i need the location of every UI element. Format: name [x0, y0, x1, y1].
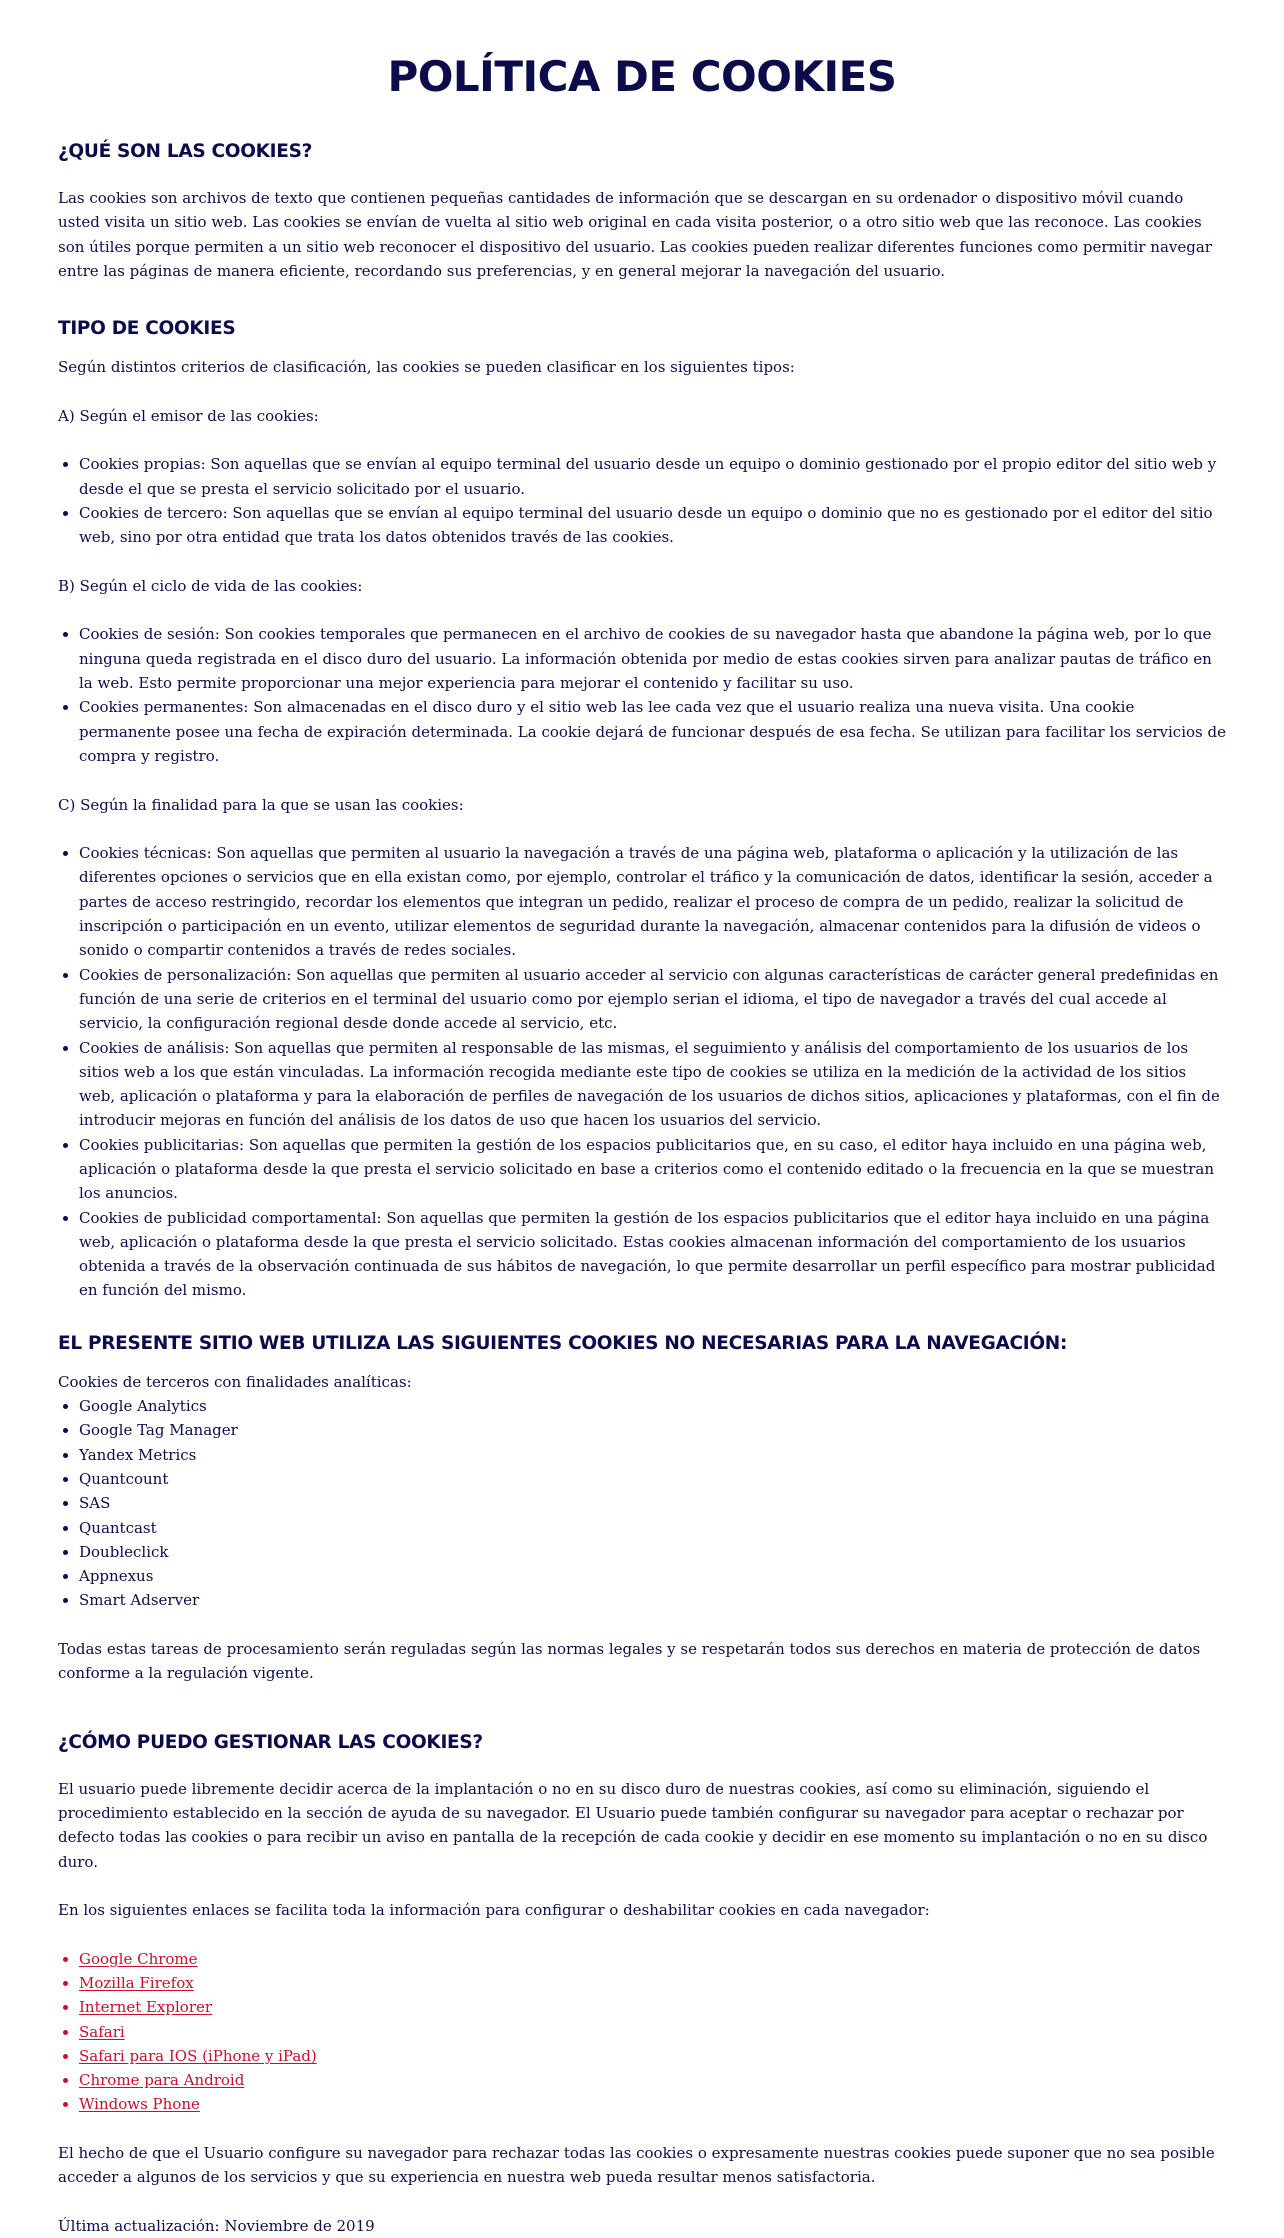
paragraph: Todas estas tareas de procesamiento serán reguladas según las normas legales y se respetarán todos sus derechos en materia de protección de datos conforme a la regulación vigente.	[58, 1640, 1201, 1683]
list-item: • Cookies de personalización: Son aquellas que permiten al usuario acceder al servicio con algunas características de carácter general predefinidas en función de una serie de criterios en el terminal del usuario como por ejemplo serian el idioma, el tipo de navegador a través del cual accede al servicio, la configuración regional desde donde accede al servicio, etc.	[79, 963, 1226, 1036]
list-item: • Cookies técnicas: Son aquellas que permiten al usuario la navegación a través de una página web, plataforma o aplicación y la utilización de las diferentes opciones o servicios que en ella existan como, por ejemplo, controlar el tráfico y la comunicación de datos, identificar la sesión, acceder a partes de acceso restringido, recordar los elementos que integran un pedido, realizar el proceso de compra de un pedido, realizar la solicitud de inscripción o participación en un evento, utilizar elementos de seguridad durante la navegación, almacenar contenidos para la difusión de videos o sonido o compartir contenidos a través de redes sociales.	[79, 841, 1226, 962]
list-item: • Doubleclick	[79, 1540, 1226, 1564]
paragraph: Las cookies son archivos de texto que contienen pequeñas cantidades de información que se descargan en su ordenador o dispositivo móvil cuando usted visita un sitio web. Las cookies se envían de vuelta al sitio web original en cada visita posterior, o a otro sitio web que las reconoce. Las cookies son útiles porque permiten a un sitio web reconocer el dispositivo del usuario. Las cookies pueden realizar diferentes funciones como permitir navegar entre las páginas de manera eficiente, recordando sus preferencias, y en general mejorar la navegación del usuario.	[58, 189, 1212, 280]
page-title: POLÍTICA DE COOKIES	[387, 52, 897, 101]
link-windows-phone[interactable]: Windows Phone	[79, 2095, 200, 2114]
list-item	[79, 2020, 1226, 2044]
cookie-policy-page	[0, 52, 1284, 2238]
list-item: • Cookies de análisis: Son aquellas que permiten al responsable de las mismas, el seguimiento y análisis del comportamiento de los usuarios de los sitios web a los que están vinculadas. La información recogida mediante este tipo de cookies se utiliza en la medición de la actividad de los sitios web, aplicación o plataforma y para la elaboración de perfiles de navegación de los usuarios de dichos sitios, aplicaciones y plataformas, con el fin de introducir mejoras en función del análisis de los datos de uso que hacen los usuarios del servicio.	[79, 1036, 1226, 1133]
paragraph: Cookies de terceros con finalidades analíticas:	[58, 1372, 412, 1391]
section-heading: TIPO DE COOKIES	[58, 318, 236, 340]
list-item	[79, 2044, 1226, 2068]
list-item	[79, 1995, 1226, 2019]
last-updated: Última actualización: Noviembre de 2019	[58, 2216, 375, 2235]
paragraph: Según distintos criterios de clasificación, las cookies se pueden clasificar en los siguientes tipos:	[58, 358, 795, 377]
list-item: • Cookies publicitarias: Son aquellas que permiten la gestión de los espacios publicitarios que, en su caso, el editor haya incluido en una página web, aplicación o plataforma desde la que presta el servicio solicitado en base a criterios como el contenido editado o la frecuencia en la que se muestran los anuncios.	[79, 1133, 1226, 1206]
link-safari[interactable]: Safari	[79, 2022, 125, 2041]
list-item	[79, 2092, 1226, 2116]
list-item: • Appnexus	[79, 1564, 1226, 1588]
section-what-are-cookies	[58, 140, 1226, 283]
list-item: • SAS	[79, 1491, 1226, 1515]
list-item: • Cookies propias: Son aquellas que se envían al equipo terminal del usuario desde un equipo o dominio gestionado por el propio editor del sitio web y desde el que se presta el servicio solicitado por el usuario.	[79, 452, 1226, 501]
paragraph: El hecho de que el Usuario configure su navegador para rechazar todas las cookies o expresamente nuestras cookies puede suponer que no sea posible acceder a algunos de los servicios y que su experiencia en nuestra web pueda resultar menos satisfactoria.	[58, 2144, 1215, 2187]
list-item	[79, 1947, 1226, 1971]
list-item: • Cookies de sesión: Son cookies temporales que permanecen en el archivo de cookies de su navegador hasta que abandone la página web, por lo que ninguna queda registrada en el disco duro del usuario. La información obtenida por medio de estas cookies sirven para analizar pautas de tráfico en la web. Esto permite proporcionar una mejor experiencia para mejorar el contenido y facilitar su uso.	[79, 622, 1226, 695]
list-item: • Smart Adserver	[79, 1588, 1226, 1612]
link-mozilla-firefox[interactable]: Mozilla Firefox	[79, 1974, 194, 1992]
section-heading: ¿CÓMO PUEDO GESTIONAR LAS COOKIES?	[58, 1731, 483, 1753]
list-item: • Google Analytics	[79, 1394, 1226, 1418]
list-by-issuer	[58, 452, 1226, 549]
section-cookie-types	[58, 317, 1226, 1303]
list-item: • Quantcount	[79, 1467, 1226, 1491]
list-item: • Quantcast	[79, 1516, 1226, 1540]
list-item: • Cookies de tercero: Son aquellas que se envían al equipo terminal del usuario desde un equipo o dominio que no es gestionado por el editor del sitio web, sino por otra entidad que trata los datos obtenidos través de las cookies.	[79, 501, 1226, 550]
section-heading: ¿QUÉ SON LAS COOKIES?	[58, 141, 313, 162]
section-non-necessary-cookies	[58, 1332, 1226, 1686]
link-google-chrome[interactable]: Google Chrome	[79, 1949, 198, 1968]
link-safari-ios[interactable]: Safari para IOS (iPhone y iPad)	[79, 2046, 317, 2065]
link-chrome-android[interactable]: Chrome para Android	[79, 2071, 245, 2090]
third-party-cookie-list	[58, 1394, 1226, 1613]
list-item: • Cookies permanentes: Son almacenadas en el disco duro y el sitio web las lee cada vez que el usuario realiza una nueva visita. Una cookie permanente posee una fecha de expiración determinada. La cookie dejará de funcionar después de esa fecha. Se utilizan para facilitar los servicios de compra y registro.	[79, 695, 1226, 768]
list-by-lifecycle	[58, 622, 1226, 768]
list-item: • Google Tag Manager	[79, 1418, 1226, 1442]
list-item: • Cookies de publicidad comportamental: Son aquellas que permiten la gestión de los espacios publicitarios que el editor haya incluido en una página web, aplicación o plataforma desde la que presta el servicio solicitado. Estas cookies almacenan información del comportamiento de los usuarios obtenida a través de la observación continuada de sus hábitos de navegación, lo que permite desarrollar un perfil específico para mostrar publicidad en función del mismo.	[79, 1206, 1226, 1303]
section-heading: EL PRESENTE SITIO WEB UTILIZA LAS SIGUIENTES COOKIES NO NECESARIAS PARA LA NAVEGACIÓN:	[58, 1332, 1068, 1354]
list-item	[79, 1971, 1226, 1995]
list-item	[79, 2068, 1226, 2092]
subsection-label: B) Según el ciclo de vida de las cookies:	[58, 576, 363, 595]
list-item: • Yandex Metrics	[79, 1443, 1226, 1467]
link-internet-explorer[interactable]: Internet Explorer	[79, 1998, 213, 2017]
browser-links-list	[58, 1947, 1226, 2117]
paragraph: El usuario puede libremente decidir acerca de la implantación o no en su disco duro de nuestras cookies, así como su eliminación, siguiendo el procedimiento establecido en la sección de ayuda de su navegador. El Usuario puede también configurar su navegador para aceptar o rechazar por defecto todas las cookies o para recibir un aviso en pantalla de la recepción de cada cookie y decidir en ese momento su implantación o no en su disco duro.	[58, 1779, 1208, 1871]
subsection-label: A) Según el emisor de las cookies:	[58, 406, 319, 425]
paragraph: En los siguientes enlaces se facilita toda la información para configurar o deshabilitar cookies en cada navegador:	[58, 1901, 930, 1920]
subsection-label: C) Según la finalidad para la que se usan las cookies:	[58, 795, 464, 814]
list-by-purpose	[58, 841, 1226, 1303]
section-manage-cookies	[58, 1731, 1226, 2238]
